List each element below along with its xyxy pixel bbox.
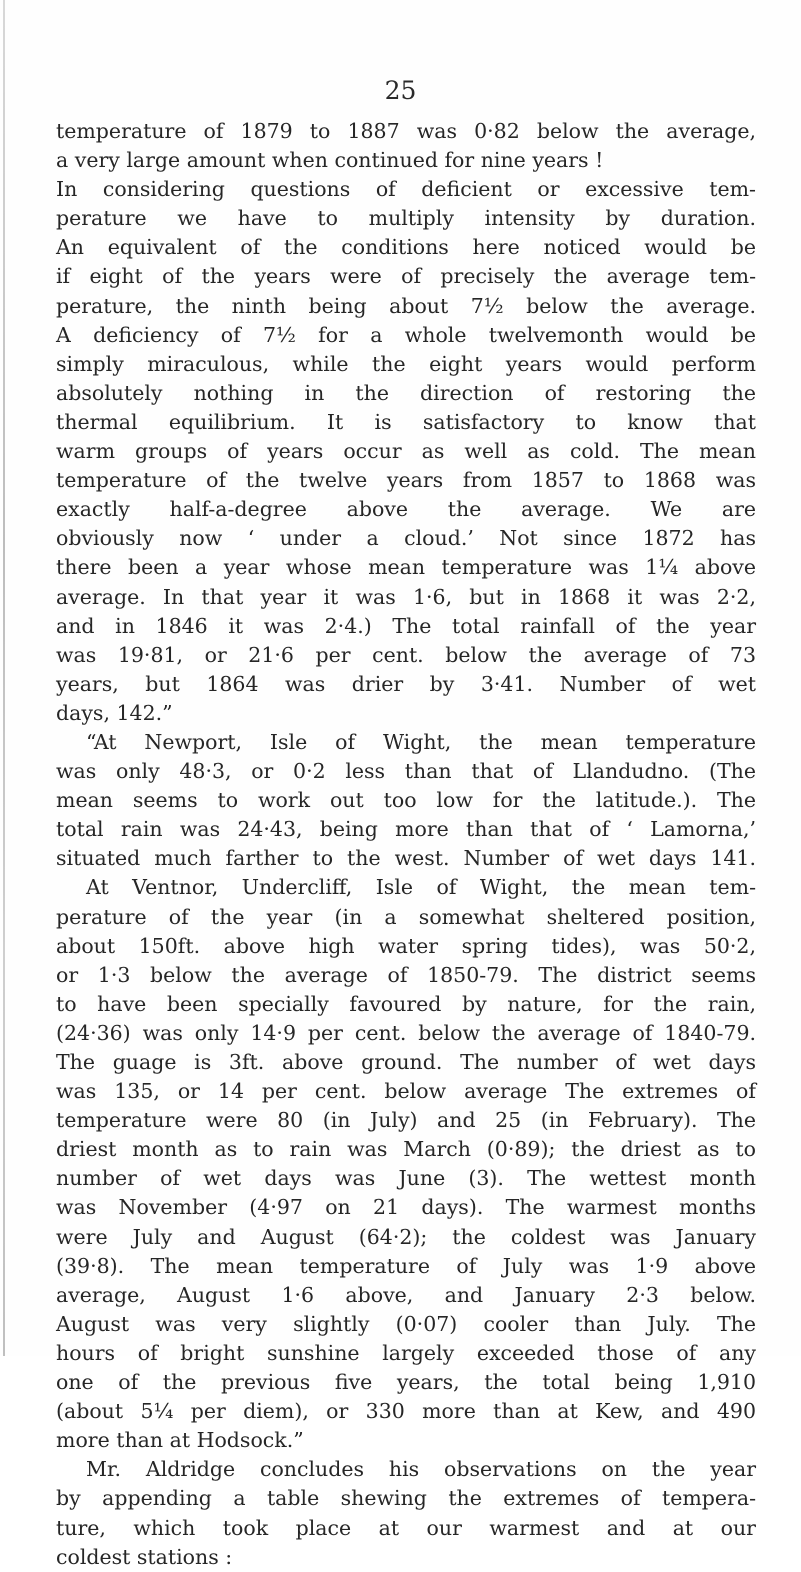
text-line: perature of the year (in a somewhat sheltered position,: [56, 904, 756, 929]
text-line: An equivalent of the conditions here noticed would be: [56, 235, 756, 260]
text-line: (39·8). The mean temperature of July was 1·9 above: [56, 1253, 756, 1278]
text-line: (24·36) was only 14·9 per cent. below the average of 1840-79.: [56, 1020, 756, 1045]
text-line: Mr. Aldridge concludes his observations on the year: [86, 1457, 756, 1482]
text-line: more than at Hodsock.”: [56, 1428, 304, 1453]
text-line: “At Newport, Isle of Wight, the mean temperature: [86, 729, 756, 754]
text-line: about 150ft. above high water spring tides), was 50·2,: [56, 933, 756, 958]
text-line: total rain was 24·43, being more than that of ‘ Lamorna,’: [56, 817, 756, 842]
body-text: [56, 117, 756, 1572]
text-line: temperature of the twelve years from 1857 to 1868 was: [56, 468, 756, 493]
text-line: (about 5¼ per diem), or 330 more than at Kew, and 490: [56, 1399, 756, 1424]
text-line: or 1·3 below the average of 1850-79. The district seems: [56, 962, 756, 987]
text-line: warm groups of years occur as well as cold. The mean: [56, 439, 756, 464]
text-line: by appending a table shewing the extremes of tempera-: [56, 1486, 756, 1511]
text-line: hours of bright sunshine largely exceeded those of any: [56, 1340, 756, 1365]
page-edge-line: [3, 0, 5, 1356]
text-line: absolutely nothing in the direction of restoring the: [56, 380, 756, 405]
text-line: if eight of the years were of precisely the average tem-: [56, 264, 756, 289]
text-line: temperature were 80 (in July) and 25 (in February). The: [56, 1108, 756, 1133]
text-line: perature we have to multiply intensity by duration.: [56, 206, 756, 231]
text-line: to have been specially favoured by nature, for the rain,: [56, 991, 756, 1016]
text-line: was November (4·97 on 21 days). The warmest months: [56, 1195, 756, 1220]
text-line: simply miraculous, while the eight years would perform: [56, 351, 756, 376]
text-line: thermal equilibrium. It is satisfactory to know that: [56, 409, 756, 434]
text-line: perature, the ninth being about 7½ below the average.: [56, 293, 756, 318]
text-line: The guage is 3ft. above ground. The number of wet days: [56, 1050, 756, 1074]
text-line: mean seems to work out too low for the latitude.). The: [56, 788, 756, 813]
text-line: days, 142.”: [56, 700, 173, 725]
text-line: At Ventnor, Undercliff, Isle of Wight, the mean tem-: [86, 875, 756, 900]
page-number: 25: [384, 76, 417, 105]
text-line: a very large amount when continued for nine years !: [56, 148, 604, 173]
text-line: driest month as to rain was March (0·89); the driest as to: [56, 1137, 756, 1162]
text-line: there been a year whose mean temperature was 1¼ above: [56, 555, 756, 580]
text-line: was 135, or 14 per cent. below average The extremes of: [56, 1079, 756, 1104]
text-line: ture, which took place at our warmest and at our: [56, 1515, 756, 1540]
text-line: was 19·81, or 21·6 per cent. below the average of 73: [56, 642, 756, 667]
text-line: exactly half-a-degree above the average. We are: [56, 497, 756, 522]
text-line: was only 48·3, or 0·2 less than that of Llandudno. (The: [56, 759, 756, 784]
text-line: average. In that year it was 1·6, but in 1868 it was 2·2,: [56, 584, 756, 609]
text-line: coldest stations :: [56, 1544, 233, 1569]
text-line: number of wet days was June (3). The wettest month: [56, 1166, 756, 1191]
text-line: situated much farther to the west. Number of wet days 141.: [56, 846, 756, 871]
text-line: A deficiency of 7½ for a whole twelvemonth would be: [56, 322, 756, 347]
text-line: obviously now ‘ under a cloud.’ Not since 1872 has: [56, 526, 756, 551]
text-line: average, August 1·6 above, and January 2·3 below.: [56, 1282, 756, 1307]
text-line: In considering questions of deficient or excessive tem-: [56, 177, 756, 202]
text-line: years, but 1864 was drier by 3·41. Number of wet: [56, 671, 756, 696]
text-line: one of the previous five years, the total being 1,910: [56, 1370, 756, 1395]
text-line: August was very slightly (0·07) cooler than July. The: [56, 1311, 756, 1336]
text-line: and in 1846 it was 2·4.) The total rainfall of the year: [56, 613, 756, 638]
text-line: were July and August (64·2); the coldest was January: [56, 1224, 756, 1249]
text-line: temperature of 1879 to 1887 was 0·82 below the average,: [56, 119, 756, 143]
